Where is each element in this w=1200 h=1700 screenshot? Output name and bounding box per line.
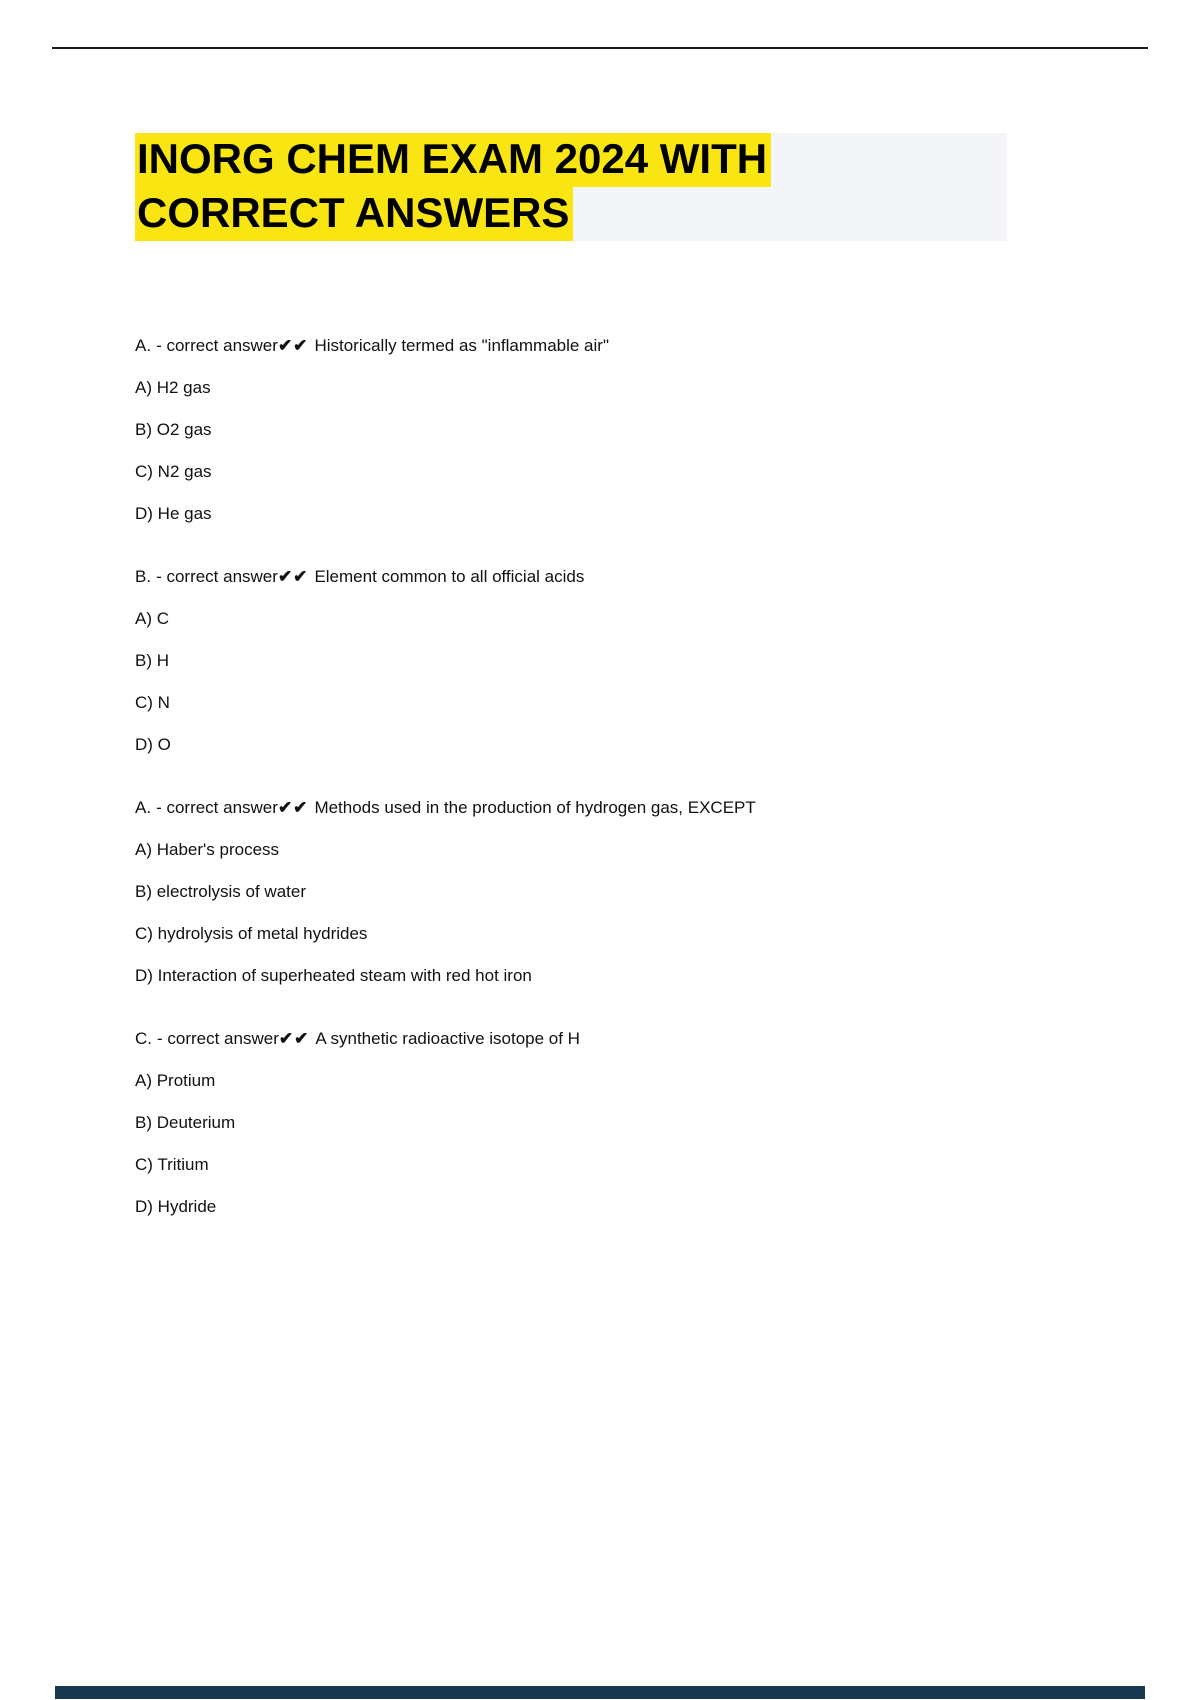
checkmarks-icon: ✔✔ <box>277 567 309 586</box>
option-d: D) He gas <box>135 504 212 523</box>
page-content <box>0 133 1200 1218</box>
page-title-line1: INORG CHEM EXAM 2024 WITH <box>135 133 771 187</box>
answer-letter: C. <box>135 1029 152 1048</box>
option-b: B) electrolysis of water <box>135 882 306 901</box>
option-a: A) Haber's process <box>135 840 280 859</box>
correct-answer-label: - correct answer <box>156 567 278 586</box>
option-b: B) Deuterium <box>135 1113 236 1132</box>
option-c: C) Tritium <box>135 1155 209 1174</box>
answer-letter: A. <box>135 798 152 817</box>
page-title-line2: CORRECT ANSWERS <box>135 187 573 241</box>
option-b: B) H <box>135 651 169 670</box>
question-text: Historically termed as "inflammable air" <box>314 336 609 355</box>
option-a: A) C <box>135 609 169 628</box>
question-text: Methods used in the production of hydrogen gas, EXCEPT <box>314 798 756 817</box>
question-header <box>135 566 1065 588</box>
option-d: D) Interaction of superheated steam with red hot iron <box>135 966 532 985</box>
checkmarks-icon: ✔✔ <box>277 336 309 355</box>
title-block <box>135 133 1007 241</box>
questions-list <box>135 335 1065 1218</box>
question-block <box>135 335 1065 525</box>
question-block <box>135 566 1065 756</box>
correct-answer-label: - correct answer <box>156 798 278 817</box>
option-d: D) Hydride <box>135 1197 217 1216</box>
correct-answer-label: - correct answer <box>157 1029 279 1048</box>
question-block <box>135 1028 1065 1218</box>
page-title <box>135 133 1007 241</box>
answer-letter: B. <box>135 567 152 586</box>
option-c: C) N <box>135 693 170 712</box>
question-header <box>135 1028 1065 1050</box>
question-text: A synthetic radioactive isotope of H <box>315 1029 580 1048</box>
question-text: Element common to all official acids <box>314 567 585 586</box>
answer-letter: A. <box>135 336 152 355</box>
question-block <box>135 797 1065 987</box>
question-header <box>135 797 1065 819</box>
option-c: C) hydrolysis of metal hydrides <box>135 924 368 943</box>
question-header <box>135 335 1065 357</box>
checkmarks-icon: ✔✔ <box>277 798 309 817</box>
option-b: B) O2 gas <box>135 420 212 439</box>
checkmarks-icon: ✔✔ <box>278 1029 310 1048</box>
option-a: A) H2 gas <box>135 378 211 397</box>
top-horizontal-rule <box>52 47 1148 49</box>
option-a: A) Protium <box>135 1071 216 1090</box>
footer-bar <box>55 1686 1145 1699</box>
option-d: D) O <box>135 735 171 754</box>
option-c: C) N2 gas <box>135 462 212 481</box>
correct-answer-label: - correct answer <box>156 336 278 355</box>
